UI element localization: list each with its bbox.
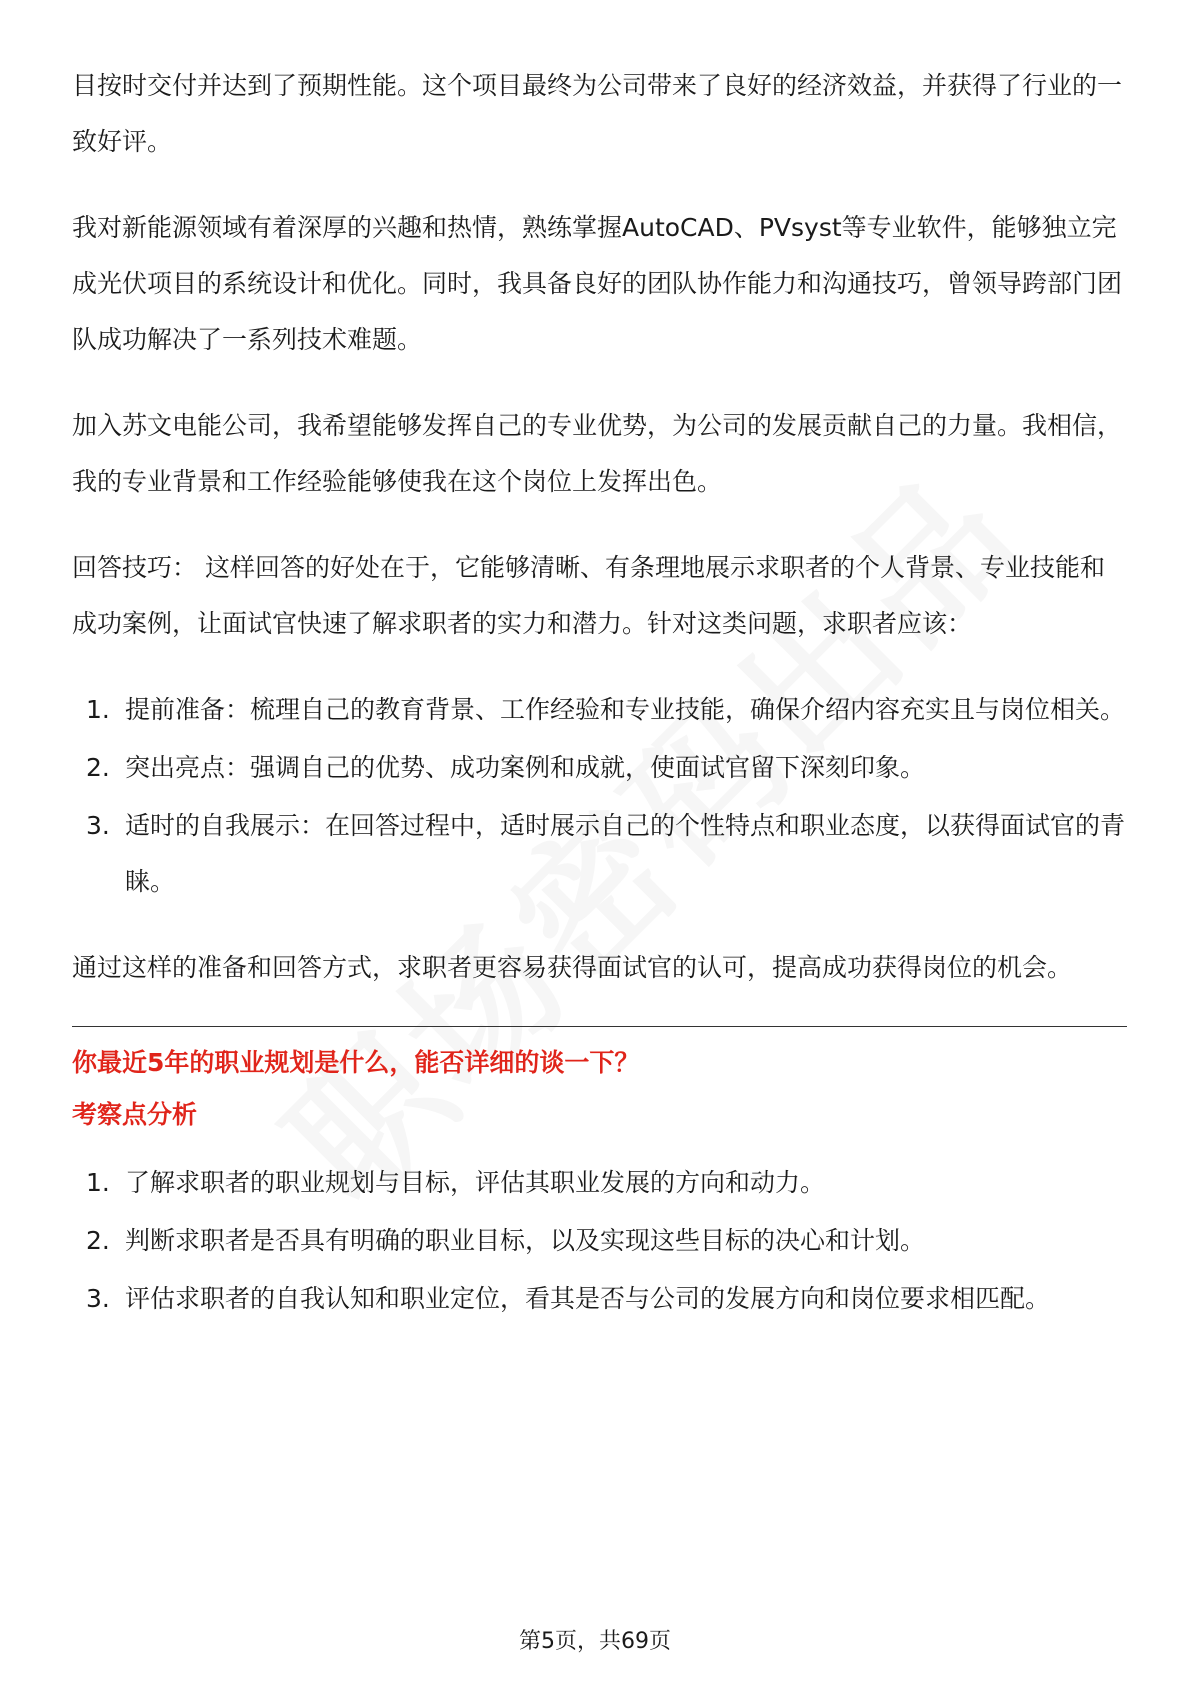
list-number: 2. <box>86 753 110 782</box>
paragraph-answer-tips: 回答技巧： 这样回答的好处在于，它能够清晰、有条理地展示求职者的个人背景、专业技能和成功案例，让面试官快速了解求职者的实力和潜力。针对这类问题，求职者应该： <box>72 553 1105 638</box>
paragraph-skills: 我对新能源领域有着深厚的兴趣和热情，熟练掌握AutoCAD、PVsyst等专业软件，能够独立完成光伏项目的系统设计和优化。同时，我具备良好的团队协作能力和沟通技巧，曾领导跨部门团队成功解决了一系列技术难题。 <box>72 213 1123 354</box>
analysis-points-list <box>72 1155 1127 1327</box>
list-item-text: 评估求职者的自我认知和职业定位，看其是否与公司的发展方向和岗位要求相匹配。 <box>125 1284 1051 1313</box>
list-number: 1. <box>86 695 110 724</box>
list-item-text: 判断求职者是否具有明确的职业目标，以及实现这些目标的决心和计划。 <box>125 1226 926 1255</box>
list-number: 3. <box>86 1284 110 1313</box>
list-item <box>72 682 1127 738</box>
list-item <box>72 1271 1127 1327</box>
page-footer: 第5页，共69页 <box>519 1629 671 1654</box>
paragraph-project-result: 目按时交付并达到了预期性能。这个项目最终为公司带来了良好的经济效益，并获得了行业的一致好评。 <box>72 71 1123 156</box>
list-item-text: 突出亮点：强调自己的优势、成功案例和成就，使面试官留下深刻印象。 <box>125 753 926 782</box>
list-item-text: 适时的自我展示：在回答过程中，适时展示自己的个性特点和职业态度，以获得面试官的青睐。 <box>125 811 1126 896</box>
section-divider <box>72 1026 1127 1027</box>
list-item-text: 了解求职者的职业规划与目标，评估其职业发展的方向和动力。 <box>125 1168 826 1197</box>
interview-question: 你最近5年的职业规划是什么，能否详细的谈一下？ <box>72 1048 640 1077</box>
tips-list <box>72 682 1127 910</box>
list-number: 3. <box>86 811 110 840</box>
list-item <box>72 1155 1127 1211</box>
list-item <box>72 740 1127 796</box>
paragraph-closing: 通过这样的准备和回答方式，求职者更容易获得面试官的认可，提高成功获得岗位的机会。 <box>72 953 1073 982</box>
list-item <box>72 798 1127 910</box>
list-number: 2. <box>86 1226 110 1255</box>
page-content <box>72 58 1127 1357</box>
list-number: 1. <box>86 1168 110 1197</box>
paragraph-motivation: 加入苏文电能公司，我希望能够发挥自己的专业优势，为公司的发展贡献自己的力量。我相信，我的专业背景和工作经验能够使我在这个岗位上发挥出色。 <box>72 411 1123 496</box>
section-title-analysis: 考察点分析 <box>72 1100 198 1129</box>
list-item-text: 提前准备：梳理自己的教育背景、工作经验和专业技能，确保介绍内容充实且与岗位相关。 <box>125 695 1126 724</box>
list-item <box>72 1213 1127 1269</box>
